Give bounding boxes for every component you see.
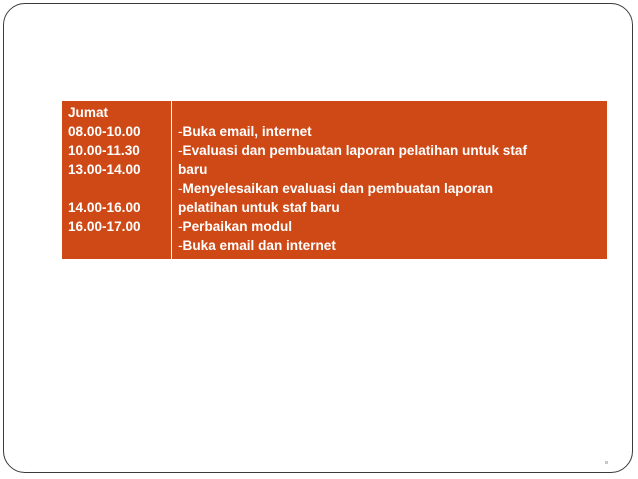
time-slot: 08.00-10.00: [68, 124, 141, 139]
activity-line: baru: [178, 162, 208, 177]
activity-line: -Perbaikan modul: [178, 219, 293, 234]
schedule-table: [62, 101, 607, 259]
day-label: Jumat: [68, 105, 109, 120]
activity-line: -Evaluasi dan pembuatan laporan pelatihan untuk staf: [178, 143, 527, 158]
activity-line: -Buka email dan internet: [178, 238, 336, 253]
activity-line: [178, 103, 607, 122]
time-slot: 14.00-16.00: [68, 200, 141, 215]
time-column-cell: [62, 101, 172, 259]
time-slot-spacer: [68, 179, 171, 198]
activity-column-cell: [172, 101, 608, 259]
slide-corner-mark: [605, 461, 608, 464]
time-slot: 10.00-11.30: [68, 143, 140, 158]
activity-line: -Buka email, internet: [178, 124, 312, 139]
time-slot: 16.00-17.00: [68, 219, 141, 234]
activity-line: pelatihan untuk staf baru: [178, 200, 340, 215]
activity-line: -Menyelesaikan evaluasi dan pembuatan laporan: [178, 181, 494, 196]
time-slot: 13.00-14.00: [68, 162, 141, 177]
table-row: [62, 101, 607, 259]
